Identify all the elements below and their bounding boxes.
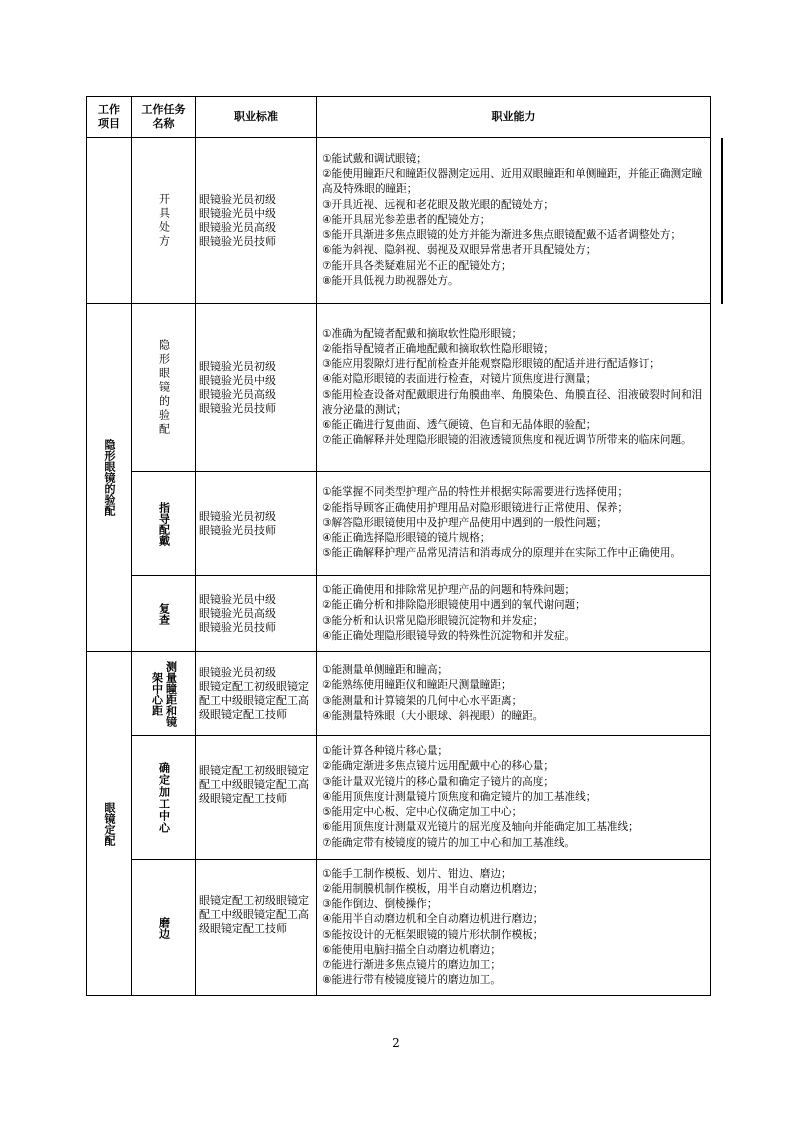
standard-item: 眼镜验光员高级 bbox=[199, 387, 276, 401]
standard-cell bbox=[196, 652, 317, 736]
task-name: 隐形眼镜的验配 bbox=[157, 338, 171, 437]
standard-cell bbox=[196, 138, 317, 304]
table-row bbox=[87, 736, 711, 860]
ability-item: ②能正确分析和排除隐形眼镜使用中遇到的氧代谢问题； bbox=[322, 599, 586, 612]
ability-item: ④能用半自动磨边机和全自动磨边机进行磨边； bbox=[322, 913, 544, 926]
ability-item: ⑤能用定中心板、定中心仪确定加工中心； bbox=[322, 806, 523, 819]
ability-item: ⑤能正确解释护理产品常见清洁和消毒成分的原理并在实际工作中正确使用。 bbox=[322, 547, 682, 560]
ability-item: ⑤能用检查设备对配戴眼进行角膜曲率、角膜染色、角膜直径、泪液破裂时间和泪液分泌量的测试； bbox=[322, 388, 703, 416]
ability-item: ③能测量和计算镜架的几何中心水平距离； bbox=[322, 694, 523, 707]
ability-cell bbox=[317, 736, 711, 860]
table-row bbox=[87, 472, 711, 576]
ability-item: ③能应用裂隙灯进行配前检查并能观察隐形眼镜的配适并进行配适修订； bbox=[322, 358, 660, 371]
standard-item: 眼镜验光员初级 bbox=[199, 359, 276, 373]
task-cell bbox=[132, 576, 196, 652]
ability-item: ①能正确使用和排除常见护理产品的问题和特殊问题； bbox=[322, 584, 576, 597]
standard-item: 眼镜验光员技师 bbox=[199, 523, 276, 537]
standard-cell bbox=[196, 736, 317, 860]
ability-item: ⑦能正确解释并处理隐形眼镜的泪液透镜顶焦度和视近调节所带来的临床问题。 bbox=[322, 434, 692, 447]
task-cell bbox=[132, 472, 196, 576]
header-task: 工作任务名称 bbox=[132, 97, 196, 138]
ability-item: ⑤能开具渐进多焦点眼镜的处方并能为渐进多焦点眼镜配戴不适者调整处方； bbox=[322, 229, 682, 242]
ability-item: ④能对隐形眼镜的表面进行检查，对镜片顶焦度进行测量； bbox=[322, 373, 597, 386]
standard-item: 眼镜定配工初级眼镜定配工中级眼镜定配工高级眼镜定配工技师 bbox=[199, 679, 309, 721]
standard-item: 眼镜定配工初级眼镜定配工中级眼镜定配工高级眼镜定配工技师 bbox=[199, 894, 309, 935]
task-name: 测量瞳距和镜架中心距 bbox=[150, 660, 178, 727]
task-cell bbox=[132, 138, 196, 304]
standard-cell bbox=[196, 860, 317, 996]
ability-item: ④能正确选择隐形眼镜的镜片规格； bbox=[322, 532, 491, 545]
task-name: 指导配戴 bbox=[157, 501, 171, 546]
ability-item: ③能计量双光镜片的移心量和确定子镜片的高度； bbox=[322, 775, 554, 788]
ability-cell bbox=[317, 860, 711, 996]
ability-item: ④能开具屈光参差患者的配镜处方； bbox=[322, 213, 491, 226]
ability-item: ②能用制膜机制作模板，用半自动磨边机磨边； bbox=[322, 882, 544, 895]
project-cell bbox=[87, 652, 132, 996]
standard-item: 眼镜验光员初级 bbox=[199, 192, 276, 206]
task-name: 确定加工中心 bbox=[157, 761, 171, 834]
standard-cell bbox=[196, 576, 317, 652]
ability-item: ①能计算各种镜片移心量； bbox=[322, 745, 449, 758]
standard-item: 眼镜定配工初级眼镜定配工中级眼镜定配工高级眼镜定配工技师 bbox=[199, 764, 309, 805]
ability-item: ⑧能开具低视力助视器处方。 bbox=[322, 274, 459, 287]
ability-item: ⑥能用顶焦度计测量双光镜片的屈光度及轴向并能确定加工基准线； bbox=[322, 821, 639, 834]
standard-item: 眼镜验光员初级 bbox=[199, 509, 276, 523]
ability-item: ⑥能使用电脑扫描全自动磨边机磨边； bbox=[322, 943, 501, 956]
ability-item: ②能指导配镜者正确地配戴和摘取软性隐形眼镜； bbox=[322, 342, 554, 355]
standard-item: 眼镜验光员技师 bbox=[199, 401, 276, 415]
header-standard: 职业标准 bbox=[196, 97, 317, 138]
ability-item: ①能试戴和调试眼镜； bbox=[322, 153, 427, 166]
project-name: 隐形眼镜的验配 bbox=[103, 439, 116, 516]
ability-item: ①能掌握不同类型护理产品的特性并根据实际需要进行选择使用； bbox=[322, 486, 629, 499]
page-number: 2 bbox=[392, 1036, 400, 1050]
ability-item: ③开具近视、远视和老花眼及散光眼的配镜处方； bbox=[322, 198, 554, 211]
standard-item: 眼镜验光员技师 bbox=[199, 234, 276, 248]
task-cell bbox=[132, 304, 196, 472]
ability-item: ③能分析和认识常见隐形眼镜沉淀物和并发症； bbox=[322, 614, 544, 627]
ability-cell bbox=[317, 304, 711, 472]
task-name: 开具处方 bbox=[157, 192, 171, 249]
task-name: 磨边 bbox=[157, 916, 171, 939]
standard-item: 眼镜验光员中级 bbox=[199, 206, 276, 220]
header-project: 工作项目 bbox=[87, 97, 132, 138]
project-cell-empty bbox=[87, 138, 132, 304]
ability-cell bbox=[317, 472, 711, 576]
standard-item: 眼镜验光员高级 bbox=[199, 606, 276, 620]
ability-cell bbox=[317, 576, 711, 652]
ability-item: ①能测量单侧瞳距和瞳高； bbox=[322, 664, 449, 677]
standard-item: 眼镜验光员初级 bbox=[199, 665, 276, 679]
ability-item: ⑧能进行带有棱镜度镜片的磨边加工。 bbox=[322, 974, 501, 987]
task-cell bbox=[132, 736, 196, 860]
project-name: 眼镜定配 bbox=[103, 801, 116, 846]
ability-cell bbox=[317, 652, 711, 736]
ability-item: ⑤能按设计的无框架眼镜的镜片形状制作模板； bbox=[322, 928, 544, 941]
ability-item: ②能确定渐进多焦点镜片远用配戴中心的移心量； bbox=[322, 760, 554, 773]
ability-item: ⑥能为斜视、隐斜视、弱视及双眼异常患者开具配镜处方； bbox=[322, 244, 597, 257]
occupational-standards-table bbox=[86, 96, 711, 996]
header-ability: 职业能力 bbox=[317, 97, 711, 138]
ability-item: ⑦能确定带有棱镜度的镜片的加工中心和加工基准线。 bbox=[322, 836, 576, 849]
table-row bbox=[87, 576, 711, 652]
ability-item: ③能作倒边、倒棱操作； bbox=[322, 898, 438, 911]
standard-cell bbox=[196, 304, 317, 472]
standard-item: 眼镜验光员技师 bbox=[199, 620, 276, 634]
table-row bbox=[87, 652, 711, 736]
ability-item: ④能正确处理隐形眼镜导致的特殊性沉淀物和并发症。 bbox=[322, 629, 576, 642]
ability-item: ②能指导顾客正确使用护理用品对隐形眼镜进行正常使用、保养； bbox=[322, 501, 629, 514]
table-row bbox=[87, 304, 711, 472]
ability-item: ②能使用瞳距尺和瞳距仪器测定远用、近用双眼瞳距和单侧瞳距，并能正确测定瞳高及特殊眼的瞳距； bbox=[322, 168, 703, 196]
ability-item: ④能测量特殊眼（大小眼球、斜视眼）的瞳距。 bbox=[322, 709, 544, 722]
ability-item: ⑥能正确进行复曲面、透气硬镜、色盲和无晶体眼的验配； bbox=[322, 418, 597, 431]
ability-item: ①能手工制作模板、划片、钳边、磨边； bbox=[322, 867, 512, 880]
ability-item: ③解答隐形眼镜使用中及护理产品使用中遇到的一般性问题； bbox=[322, 516, 607, 529]
task-cell bbox=[132, 860, 196, 996]
margin-rule bbox=[721, 138, 723, 304]
project-cell bbox=[87, 304, 132, 652]
task-name: 复查 bbox=[157, 602, 171, 625]
standard-item: 眼镜验光员中级 bbox=[199, 592, 276, 606]
standard-item: 眼镜验光员高级 bbox=[199, 220, 276, 234]
ability-item: ④能用顶焦度计测量镜片顶焦度和确定镜片的加工基准线； bbox=[322, 790, 597, 803]
standard-item: 眼镜验光员中级 bbox=[199, 373, 276, 387]
table-header-row bbox=[87, 97, 711, 138]
ability-item: ⑦能开具各类疑难屈光不正的配镜处方； bbox=[322, 259, 512, 272]
ability-item: ①准确为配镜者配戴和摘取软性隐形眼镜； bbox=[322, 327, 523, 340]
table-row bbox=[87, 138, 711, 304]
task-cell bbox=[132, 652, 196, 736]
table-row bbox=[87, 860, 711, 996]
standard-cell bbox=[196, 472, 317, 576]
ability-item: ②能熟练使用瞳距仪和瞳距尺测量瞳距； bbox=[322, 679, 512, 692]
ability-item: ⑦能进行渐进多焦点镜片的磨边加工； bbox=[322, 958, 501, 971]
ability-cell bbox=[317, 138, 711, 304]
